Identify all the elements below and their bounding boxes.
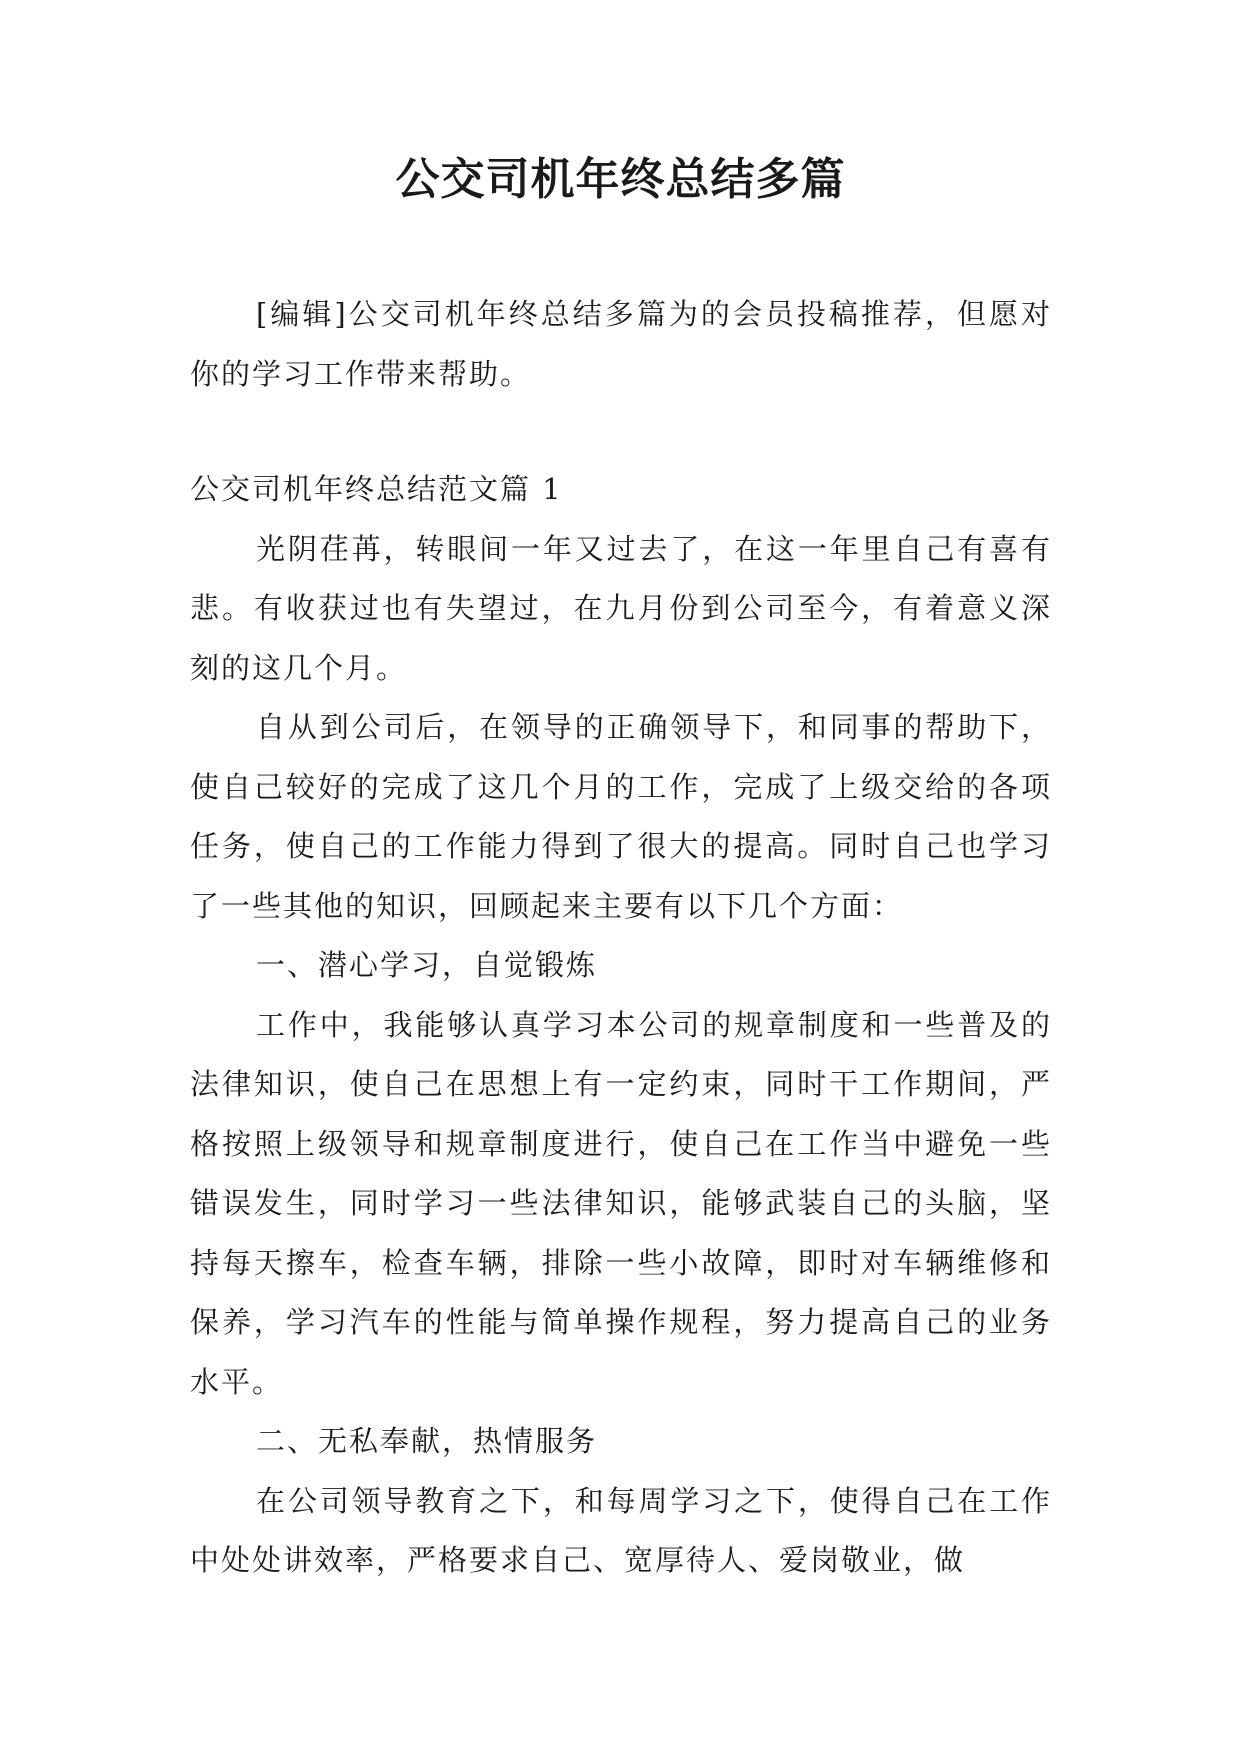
body-paragraph: 在公司领导教育之下，和每周学习之下，使得自己在工作中处处讲效率，严格要求自己、宽厚待人、爱岗敬业，做 xyxy=(190,1483,1052,1577)
document-title: 公交司机年终总结多篇 xyxy=(395,154,846,205)
body-paragraph: 工作中，我能够认真学习本公司的规章制度和一些普及的法律知识，使自己在思想上有一定约束，同时干工作期间，严格按照上级领导和规章制度进行，使自己在工作当中避免一些错误发生，同时学习一些法律知识，能够武装自己的头脑，坚持每天擦车，检查车辆，排除一些小故障，即时对车辆维修和保养，学习汽车的性能与简单操作规程，努力提高自己的业务水平。 xyxy=(190,1007,1052,1399)
document-body xyxy=(190,285,1052,1591)
body-paragraph: 光阴荏苒，转眼间一年又过去了，在这一年里自己有喜有悲。有收获过也有失望过，在九月份到公司至今，有着意义深刻的这几个月。 xyxy=(190,531,1052,685)
spacer xyxy=(190,404,1052,460)
body-paragraph: 自从到公司后，在领导的正确领导下，和同事的帮助下，使自己较好的完成了这几个月的工作，完成了上级交给的各项任务，使自己的工作能力得到了很大的提高。同时自己也学习了一些其他的知识，回顾起来主要有以下几个方面： xyxy=(190,710,1052,923)
subheading: 一、潜心学习，自觉锻炼 xyxy=(256,948,598,982)
intro-paragraph: [编辑]公交司机年终总结多篇为的会员投稿推荐，但愿对你的学习工作带来帮助。 xyxy=(190,297,1052,391)
subheading: 二、无私奉献，热情服务 xyxy=(256,1424,598,1458)
section-heading: 公交司机年终总结范文篇 1 xyxy=(190,472,563,506)
